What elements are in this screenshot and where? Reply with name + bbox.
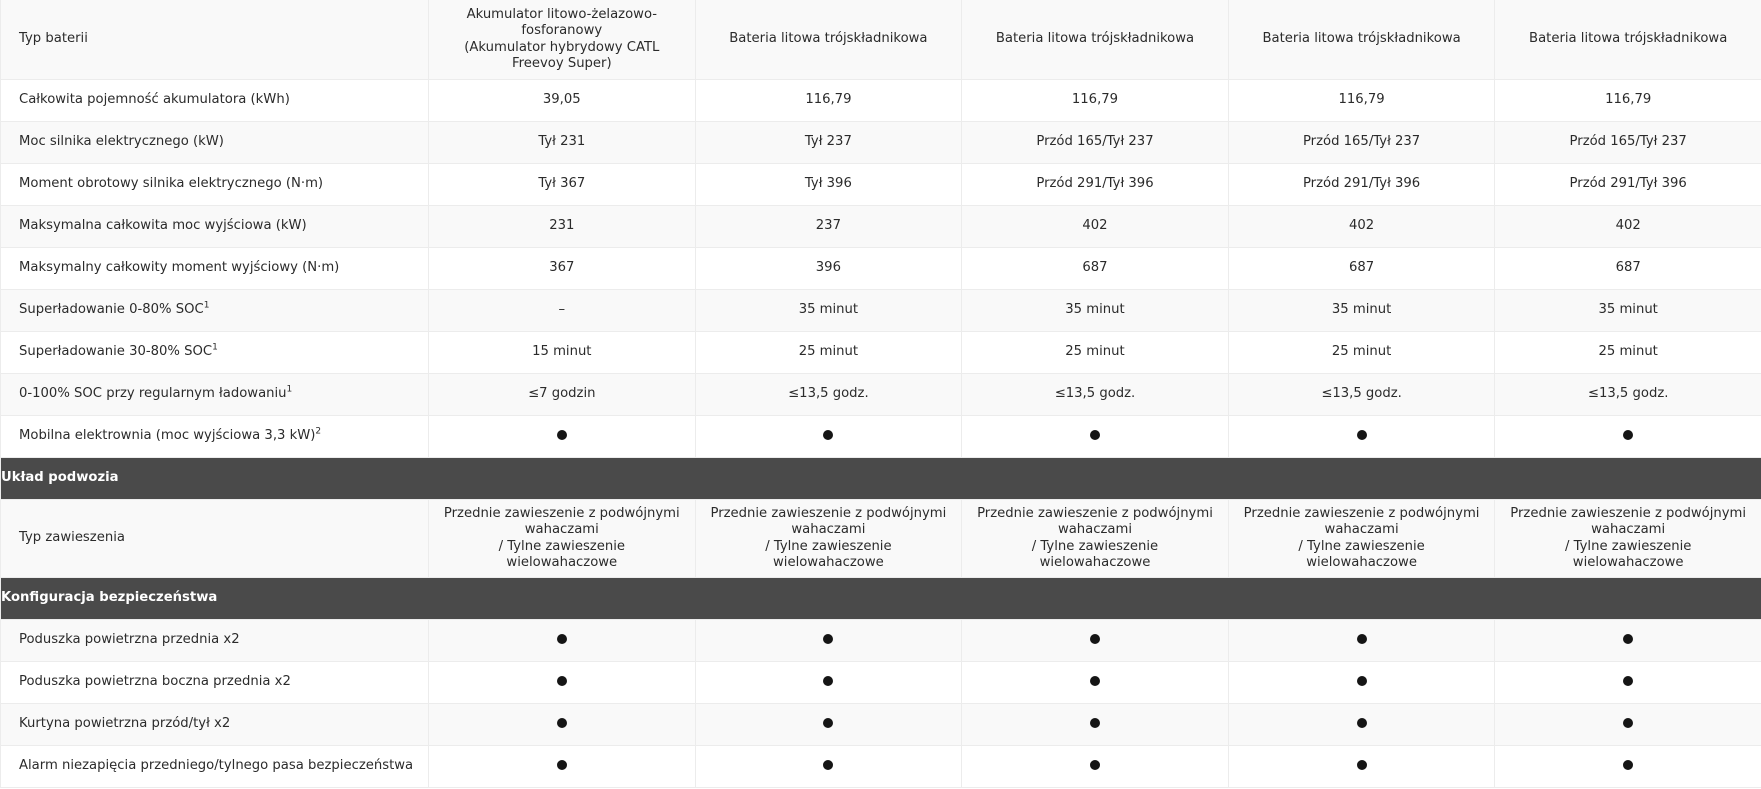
row-label-text: 0-100% SOC przy regularnym ładowaniu (19, 386, 287, 402)
spec-cell (695, 122, 962, 164)
spec-cell (1495, 746, 1761, 788)
cell-value: 231 (549, 218, 575, 234)
footnote-marker: 1 (203, 300, 210, 311)
cell-text-line: / Tylne zawieszenie (1564, 538, 1692, 554)
spec-cell (962, 704, 1229, 746)
spec-cell (1495, 80, 1761, 122)
cell-value: 237 (815, 218, 841, 234)
cell-value: 35 minut (1065, 302, 1125, 318)
spec-cell (962, 206, 1229, 248)
cell-value: 116,79 (1605, 92, 1652, 108)
feature-available-dot-icon (1090, 634, 1100, 644)
feature-available-dot-icon (557, 718, 567, 728)
spec-cell (429, 206, 696, 248)
cell-text-line: wielowahaczowe (1306, 555, 1417, 570)
spec-cell (429, 80, 696, 122)
spec-row-suspension (1, 500, 1761, 578)
cell-text-line: Bateria litowa trójskładnikowa (995, 31, 1195, 47)
row-label-text: Poduszka powietrzna przednia x2 (19, 632, 240, 648)
cell-value: 15 minut (532, 344, 592, 360)
cell-value: ≤13,5 godz. (788, 386, 869, 402)
cell-value: 687 (1615, 260, 1641, 276)
cell-text-line: / Tylne zawieszenie (1298, 538, 1425, 554)
cell-text-line: wielowahaczowe (506, 555, 618, 570)
cell-text-line: / Tylne zawieszenie (1031, 538, 1159, 554)
spec-cell (695, 620, 962, 662)
cell-text-line: Przednie zawieszenie z podwójnymi (1243, 505, 1480, 521)
feature-available-dot-icon (1357, 634, 1367, 644)
row-label (1, 704, 429, 746)
spec-cell (1495, 290, 1761, 332)
row-label (1, 332, 429, 374)
cell-value: 367 (549, 260, 575, 276)
row-label-text: Moment obrotowy silnika elektrycznego (N·m) (19, 176, 324, 192)
cell-value: 687 (1082, 260, 1108, 276)
row-label-text: Typ zawieszenia (19, 530, 125, 546)
feature-available-dot-icon (1357, 760, 1367, 770)
spec-cell (962, 80, 1229, 122)
feature-available-dot-icon (1357, 430, 1367, 440)
cell-text-line: Bateria litowa trójskładnikowa (1529, 31, 1728, 47)
feature-available-dot-icon (1623, 676, 1633, 686)
feature-available-dot-icon (1090, 430, 1100, 440)
spec-cell (695, 0, 962, 80)
section-title: Konfiguracja bezpieczeństwa (1, 578, 1761, 620)
spec-cell (962, 374, 1229, 416)
cell-text-line: wahaczami (791, 522, 866, 537)
row-label (1, 0, 429, 80)
feature-available-dot-icon (1357, 718, 1367, 728)
cell-value: 116,79 (1338, 92, 1385, 108)
spec-cell (962, 332, 1229, 374)
cell-value: 396 (815, 260, 841, 276)
cell-text-line: (Akumulator hybrydowy CATL (464, 39, 660, 55)
cell-value: – (558, 302, 566, 318)
row-label (1, 290, 429, 332)
spec-row (1, 332, 1761, 374)
spec-cell (429, 416, 696, 458)
cell-value: ≤13,5 godz. (1054, 386, 1136, 402)
spec-cell (695, 746, 962, 788)
spec-cell (1228, 704, 1495, 746)
cell-value: Tył 231 (538, 134, 586, 150)
feature-available-dot-icon (1623, 430, 1633, 440)
cell-value: 25 minut (1331, 344, 1392, 360)
spec-cell (695, 704, 962, 746)
spec-row (1, 164, 1761, 206)
spec-cell (429, 374, 696, 416)
spec-cell (962, 746, 1229, 788)
cell-value: Tył 367 (538, 176, 586, 192)
cell-value: 116,79 (1071, 92, 1119, 108)
row-label-text: Superładowanie 30-80% SOC (19, 344, 213, 360)
spec-cell (695, 290, 962, 332)
spec-cell (1228, 662, 1495, 704)
cell-text-line: Przednie zawieszenie z podwójnymi (1510, 505, 1747, 521)
spec-cell (429, 500, 696, 578)
cell-text-line: wahaczami (1324, 522, 1399, 537)
row-label (1, 122, 429, 164)
spec-cell (1228, 746, 1495, 788)
cell-value: 687 (1348, 260, 1375, 276)
row-label (1, 662, 429, 704)
footnote-marker: 1 (286, 384, 293, 395)
cell-text-line: wielowahaczowe (1572, 555, 1684, 570)
spec-cell (962, 248, 1229, 290)
spec-row (1, 80, 1761, 122)
cell-text-line: Przednie zawieszenie z podwójnymi (977, 505, 1213, 521)
feature-available-dot-icon (1090, 760, 1100, 770)
row-label (1, 500, 429, 578)
spec-cell (1495, 248, 1761, 290)
row-label (1, 164, 429, 206)
cell-value: Przód 291/Tył 396 (1302, 176, 1421, 192)
row-label-text: Całkowita pojemność akumulatora (kWh) (19, 92, 290, 108)
spec-cell (695, 248, 962, 290)
spec-row (1, 290, 1761, 332)
cell-value: 25 minut (1598, 344, 1658, 360)
spec-cell (695, 206, 962, 248)
section-header-safety (1, 578, 1761, 620)
cell-text-line: Akumulator litowo-żelazowo- (466, 6, 658, 22)
spec-row (1, 620, 1761, 662)
cell-value: 116,79 (805, 92, 852, 108)
cell-value: 39,05 (542, 92, 581, 108)
feature-available-dot-icon (823, 430, 833, 440)
spec-cell (1495, 374, 1761, 416)
spec-cell (429, 248, 696, 290)
feature-available-dot-icon (557, 634, 567, 644)
spec-cell (429, 122, 696, 164)
spec-row (1, 704, 1761, 746)
cell-text-line: Przednie zawieszenie z podwójnymi (710, 505, 947, 521)
feature-available-dot-icon (557, 760, 567, 770)
spec-cell (695, 416, 962, 458)
spec-cell (695, 374, 962, 416)
spec-cell (1495, 122, 1761, 164)
cell-value: Przód 291/Tył 396 (1569, 176, 1687, 192)
cell-text-line: wahaczami (524, 522, 599, 537)
spec-row (1, 374, 1761, 416)
row-label-text: Superładowanie 0-80% SOC (19, 302, 204, 318)
spec-cell (695, 80, 962, 122)
spec-cell (962, 416, 1229, 458)
spec-cell (429, 704, 696, 746)
spec-cell (1228, 122, 1495, 164)
feature-available-dot-icon (1090, 676, 1100, 686)
cell-value: Przód 165/Tył 237 (1036, 134, 1154, 150)
spec-cell (962, 0, 1229, 80)
spec-cell (962, 122, 1229, 164)
spec-row (1, 662, 1761, 704)
spec-cell (1495, 164, 1761, 206)
feature-available-dot-icon (1090, 718, 1100, 728)
section-title: Układ podwozia (1, 458, 1761, 500)
cell-value: Tył 396 (804, 176, 852, 192)
cell-value: 25 minut (1065, 344, 1125, 360)
spec-cell (1228, 416, 1495, 458)
cell-value: Przód 165/Tył 237 (1302, 134, 1421, 150)
spec-cell (429, 662, 696, 704)
cell-text-line: Bateria litowa trójskładnikowa (1262, 31, 1461, 47)
spec-cell (1495, 416, 1761, 458)
cell-text-line: Freevoy Super) (511, 56, 612, 71)
row-label (1, 206, 429, 248)
spec-cell (1228, 290, 1495, 332)
spec-cell (1495, 206, 1761, 248)
spec-cell (1228, 374, 1495, 416)
row-label (1, 416, 429, 458)
row-label-text: Maksymalny całkowity moment wyjściowy (N·m) (19, 260, 340, 276)
spec-cell (695, 500, 962, 578)
spec-row (1, 122, 1761, 164)
row-label-text: Moc silnika elektrycznego (kW) (19, 134, 224, 150)
spec-row-battery-type (1, 0, 1761, 80)
spec-cell (962, 662, 1229, 704)
cell-value: 402 (1615, 218, 1641, 234)
cell-text-line: wahaczami (1057, 522, 1133, 537)
cell-text-line: / Tylne zawieszenie (765, 538, 892, 554)
row-label-text: Poduszka powietrzna boczna przednia x2 (19, 674, 291, 690)
cell-text-line: wahaczami (1591, 522, 1666, 537)
row-label-text: Kurtyna powietrzna przód/tył x2 (19, 716, 231, 732)
spec-row (1, 206, 1761, 248)
spec-cell (962, 290, 1229, 332)
feature-available-dot-icon (1623, 718, 1633, 728)
row-label (1, 248, 429, 290)
spec-row (1, 416, 1761, 458)
spec-cell (1228, 80, 1495, 122)
cell-value: 402 (1082, 218, 1108, 234)
spec-cell (1228, 206, 1495, 248)
spec-row (1, 746, 1761, 788)
spec-cell (1228, 248, 1495, 290)
feature-available-dot-icon (823, 718, 833, 728)
cell-text-line: fosforanowy (521, 23, 603, 38)
spec-cell (429, 620, 696, 662)
row-label (1, 746, 429, 788)
feature-available-dot-icon (1623, 760, 1633, 770)
footnote-marker: 2 (315, 426, 322, 437)
row-label-text: Mobilna elektrownia (moc wyjściowa 3,3 kW) (19, 428, 316, 444)
spec-cell (695, 164, 962, 206)
spec-cell (1228, 164, 1495, 206)
cell-text-line: Bateria litowa trójskładnikowa (729, 31, 928, 47)
footnote-marker: 1 (212, 342, 218, 353)
spec-row (1, 248, 1761, 290)
cell-value: 35 minut (798, 302, 859, 318)
feature-available-dot-icon (557, 676, 567, 686)
feature-available-dot-icon (1357, 676, 1367, 686)
feature-available-dot-icon (557, 430, 567, 440)
feature-available-dot-icon (823, 676, 833, 686)
cell-value: Przód 291/Tył 396 (1036, 176, 1154, 192)
spec-cell (962, 500, 1229, 578)
row-label (1, 620, 429, 662)
spec-cell (1495, 500, 1761, 578)
row-label (1, 374, 429, 416)
feature-available-dot-icon (823, 760, 833, 770)
cell-value: ≤7 godzin (528, 386, 596, 402)
cell-text-line: Przednie zawieszenie z podwójnymi (443, 505, 680, 521)
cell-value: ≤13,5 godz. (1587, 386, 1669, 402)
cell-value: ≤13,5 godz. (1321, 386, 1402, 402)
spec-cell (962, 620, 1229, 662)
spec-cell (1495, 704, 1761, 746)
row-label-text: Typ baterii (19, 31, 88, 47)
spec-cell (962, 164, 1229, 206)
cell-text-line: wielowahaczowe (773, 555, 884, 570)
spec-cell (1495, 662, 1761, 704)
section-header-chassis (1, 458, 1761, 500)
spec-cell (1495, 620, 1761, 662)
feature-available-dot-icon (823, 634, 833, 644)
spec-cell (429, 164, 696, 206)
spec-cell (1495, 332, 1761, 374)
row-label-text: Maksymalna całkowita moc wyjściowa (kW) (19, 218, 307, 234)
cell-value: Tył 237 (804, 134, 852, 150)
cell-value: 25 minut (798, 344, 859, 360)
spec-cell (695, 662, 962, 704)
spec-cell (429, 290, 696, 332)
spec-cell (695, 332, 962, 374)
cell-text-line: wielowahaczowe (1039, 555, 1151, 570)
spec-cell (1228, 620, 1495, 662)
spec-cell (1228, 500, 1495, 578)
spec-cell (429, 332, 696, 374)
cell-text-line: / Tylne zawieszenie (498, 538, 625, 554)
spec-cell (1228, 332, 1495, 374)
spec-cell (1495, 0, 1761, 80)
cell-value: 35 minut (1598, 302, 1658, 318)
spec-cell (1228, 0, 1495, 80)
spec-cell (429, 0, 696, 80)
row-label (1, 80, 429, 122)
cell-value: Przód 165/Tył 237 (1569, 134, 1687, 150)
cell-value: 402 (1348, 218, 1375, 234)
feature-available-dot-icon (1623, 634, 1633, 644)
cell-value: 35 minut (1331, 302, 1392, 318)
spec-cell (429, 746, 696, 788)
row-label-text: Alarm niezapięcia przedniego/tylnego pasa bezpieczeństwa (19, 758, 414, 774)
